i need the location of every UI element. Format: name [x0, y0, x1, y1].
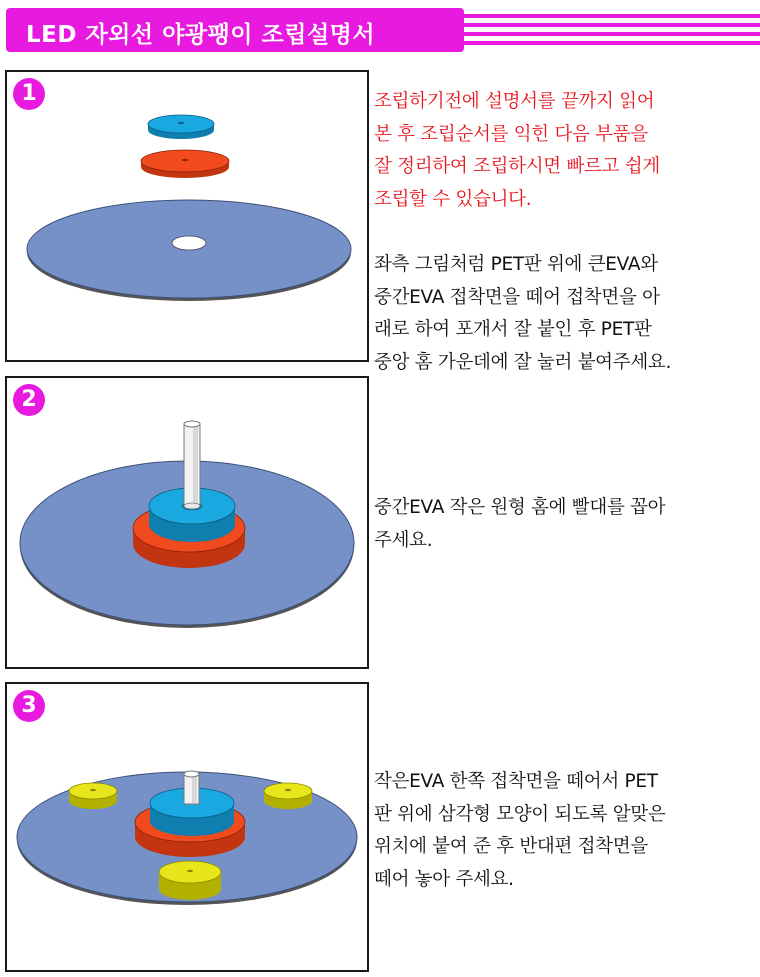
step-3-illustration: [5, 682, 369, 972]
step-1-warning-line: 조립할 수 있습니다.: [374, 188, 532, 210]
title-banner: [6, 8, 464, 52]
step-2-number-badge: 2: [13, 384, 45, 416]
step-2-illustration: [5, 376, 369, 669]
step-3-text-line: 판 위에 삼각형 모양이 되도록 알맞은: [374, 803, 666, 825]
step-1-text-line: 래로 하여 포개서 잘 붙인 후 PET판: [374, 319, 652, 340]
step-2-description: [374, 492, 754, 557]
step-2-text-line: 주세요.: [374, 529, 433, 551]
step-1-warning-line: 잘 정리하여 조립하시면 빠르고 쉽게: [374, 156, 660, 177]
step-3-text-line: 작은EVA 한쪽 접착면을 떼어서 PET: [374, 771, 658, 792]
step-3-text-line: 떼어 놓아 주세요.: [374, 868, 514, 890]
step-3-text-line: 위치에 붙여 준 후 반대편 접착면을: [374, 836, 648, 857]
step-1-warning-line: 본 후 조립순서를 익힌 다음 부품을: [374, 123, 648, 145]
step-1-text-line: 중간EVA 접착면을 떼어 접착면을 아: [374, 286, 660, 308]
step-1-text-line: 중앙 홈 가운데에 잘 눌러 붙여주세요.: [374, 351, 672, 373]
step-1-text-line: 좌측 그림처럼 PET판 위에 큰EVA와: [374, 254, 658, 275]
page-title: LED 자외선 야광팽이 조립설명서: [26, 22, 376, 48]
step-2-text-line: 중간EVA 작은 원형 홈에 빨대를 꼽아: [374, 497, 666, 518]
step-3-number-badge: 3: [13, 690, 45, 722]
step-1-number-badge: 1: [13, 78, 45, 110]
title-stripes: [464, 12, 760, 48]
step-1-warning-line: 조립하기전에 설명서를 끝까지 읽어: [374, 91, 655, 112]
step-3-description: [374, 766, 754, 896]
step-1-description: [374, 86, 754, 379]
step-1-illustration: [5, 70, 369, 362]
